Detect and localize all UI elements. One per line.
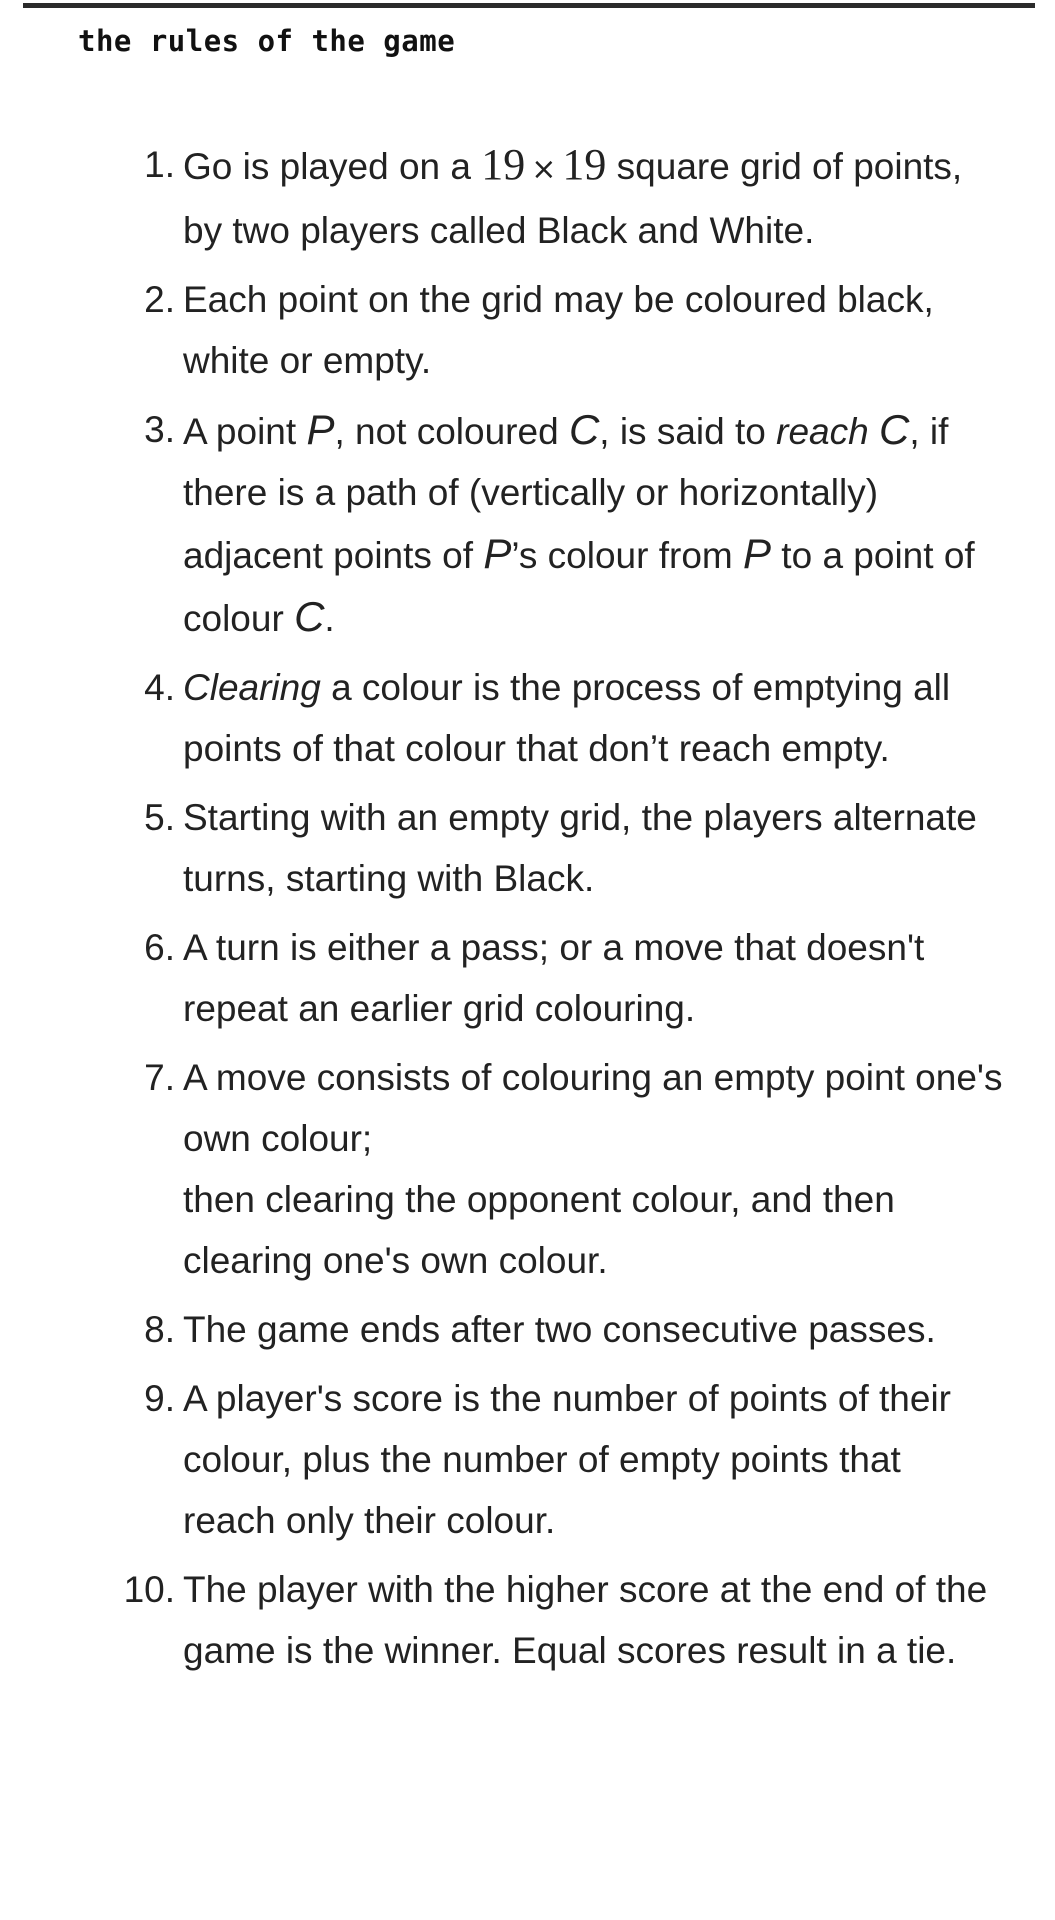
rule-text: The game ends after two consecutive passes.: [183, 1309, 936, 1350]
rule-number: 8.: [144, 1309, 175, 1350]
times-symbol: ×: [531, 152, 557, 187]
rule-number: 3.: [144, 409, 175, 450]
math-variable: P: [743, 530, 772, 577]
rule-item-6: [144, 917, 1003, 1039]
rule-number: 6.: [144, 927, 175, 968]
rule-text: , is said to: [599, 411, 777, 452]
rule-number: 2.: [144, 279, 175, 320]
rule-text: Each point on the grid may be coloured black, white or empty.: [183, 279, 934, 381]
rule-number: 10.: [123, 1569, 175, 1610]
rule-text: A turn is either a pass; or a move that doesn't repeat an earlier grid colouring.: [183, 927, 925, 1029]
math-variable: P: [306, 406, 335, 453]
rule-number: 9.: [144, 1378, 175, 1419]
emphasis-text: reach: [776, 411, 869, 452]
rule-item-1: [144, 134, 1003, 261]
rule-text: The player with the higher score at the end of the game is the winner. Equal scores result in a tie.: [183, 1569, 988, 1671]
rule-number: 4.: [144, 667, 175, 708]
math-variable: C: [568, 406, 600, 453]
rule-text: .: [324, 598, 335, 639]
rule-number: 7.: [144, 1057, 175, 1098]
rule-text: Starting with an empty grid, the players alternate turns, starting with Black.: [183, 797, 977, 899]
rule-text: [869, 411, 879, 452]
rule-number: 1.: [144, 144, 175, 185]
rule-text: to a point of colour: [183, 535, 975, 639]
rule-text-line: then clearing the opponent colour, and then clearing one's own colour.: [183, 1179, 895, 1281]
rule-text: Go is played on a: [183, 146, 482, 187]
top-divider: [23, 3, 1035, 8]
rule-text: A point: [183, 411, 307, 452]
page-heading: the rules of the game: [78, 24, 456, 58]
math-variable: C: [878, 406, 910, 453]
rule-text-line: A move consists of colouring an empty point one's own colour;: [183, 1057, 1003, 1159]
rule-item-10: [123, 1559, 1003, 1681]
rule-item-2: [144, 269, 1003, 391]
rule-text: A player's score is the number of points of their colour, plus the number of empty points that reach only their colour.: [183, 1378, 952, 1541]
rule-item-7: [144, 1047, 1003, 1291]
rules-list: [123, 134, 1003, 1689]
rule-text: a colour is the process of emptying all points of that colour that don’t reach empty.: [183, 667, 951, 769]
rule-text: , if there is a path of (vertically or horizontally) adjacent points of: [183, 411, 949, 576]
rule-item-8: [144, 1299, 1003, 1360]
rule-item-3: [144, 399, 1003, 649]
rule-item-9: [144, 1368, 1003, 1551]
rule-text: square grid of points, by two players called Black and White.: [183, 146, 963, 251]
rule-number: 5.: [144, 797, 175, 838]
rule-item-5: [144, 787, 1003, 909]
rule-text: , not coloured: [334, 411, 569, 452]
math-number: 19: [481, 140, 526, 189]
math-variable: P: [483, 530, 512, 577]
rule-item-4: [144, 657, 1003, 779]
math-variable: C: [294, 593, 325, 640]
rule-text: ’s colour from: [511, 535, 744, 576]
emphasis-text: Clearing: [183, 667, 321, 708]
math-number: 19: [562, 140, 607, 189]
